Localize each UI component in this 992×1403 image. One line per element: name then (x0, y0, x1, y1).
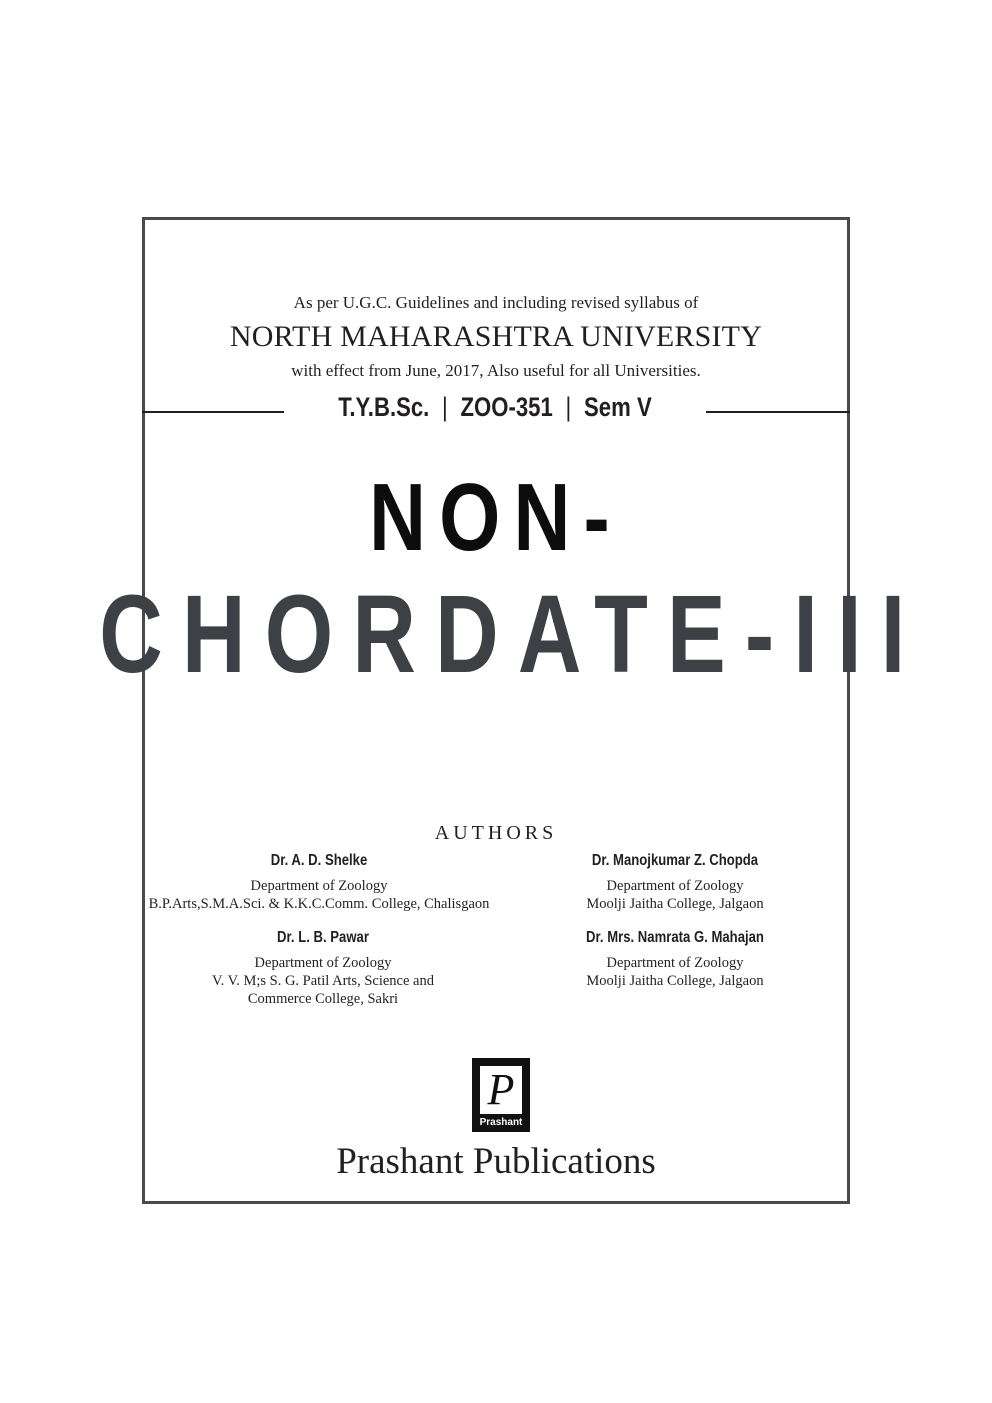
author-name: Dr. Manojkumar Z. Chopda (591, 852, 759, 869)
logo-glyph: P (487, 1065, 515, 1114)
publisher-name: Prashant Publications (336, 1141, 656, 1182)
author-affiliation: Commerce College, Sakri (247, 991, 399, 1007)
course-separator: | (442, 392, 448, 422)
course-semester: Sem V (584, 392, 652, 422)
author-block (475, 928, 875, 990)
divider-left (142, 411, 284, 413)
author-affiliation: V. V. M;s S. G. Patil Arts, Science and (212, 973, 434, 989)
divider-right (706, 411, 850, 413)
guideline-text: As per U.G.C. Guidelines and including revised syllabus of (293, 293, 699, 312)
course-code: ZOO-351 (460, 392, 553, 422)
course-separator: | (565, 392, 572, 422)
author-block (475, 851, 875, 913)
author-block (123, 928, 523, 1008)
course-class: T.Y.B.Sc. (338, 392, 430, 422)
author-affiliation: Moolji Jaitha College, Jalgaon (586, 896, 764, 912)
author-affiliation: Department of Zoology (250, 878, 388, 894)
effect-text: with effect from June, 2017, Also useful for all Universities. (291, 361, 701, 380)
author-block (119, 851, 519, 913)
author-affiliation: Department of Zoology (254, 955, 392, 971)
author-name: Dr. A. D. Shelke (270, 852, 368, 869)
course-info (327, 392, 663, 423)
prashant-logo-icon (472, 1058, 530, 1132)
authors-heading: AUTHORS (434, 822, 558, 844)
author-affiliation: B.P.Arts,S.M.A.Sci. & K.K.C.Comm. College, Chalisgaon (148, 896, 490, 912)
university-name: NORTH MAHARASHTRA UNIVERSITY (229, 320, 763, 353)
book-title-line-1: NON- (369, 464, 623, 571)
author-affiliation: Department of Zoology (606, 955, 744, 971)
author-name: Dr. Mrs. Namrata G. Mahajan (586, 929, 764, 946)
book-title-line-2: CHORDATE-III (99, 573, 925, 696)
author-name: Dr. L. B. Pawar (277, 929, 369, 946)
author-affiliation: Moolji Jaitha College, Jalgaon (586, 973, 764, 989)
logo-wordmark: Prashant (479, 1117, 523, 1128)
author-affiliation: Department of Zoology (606, 878, 744, 894)
